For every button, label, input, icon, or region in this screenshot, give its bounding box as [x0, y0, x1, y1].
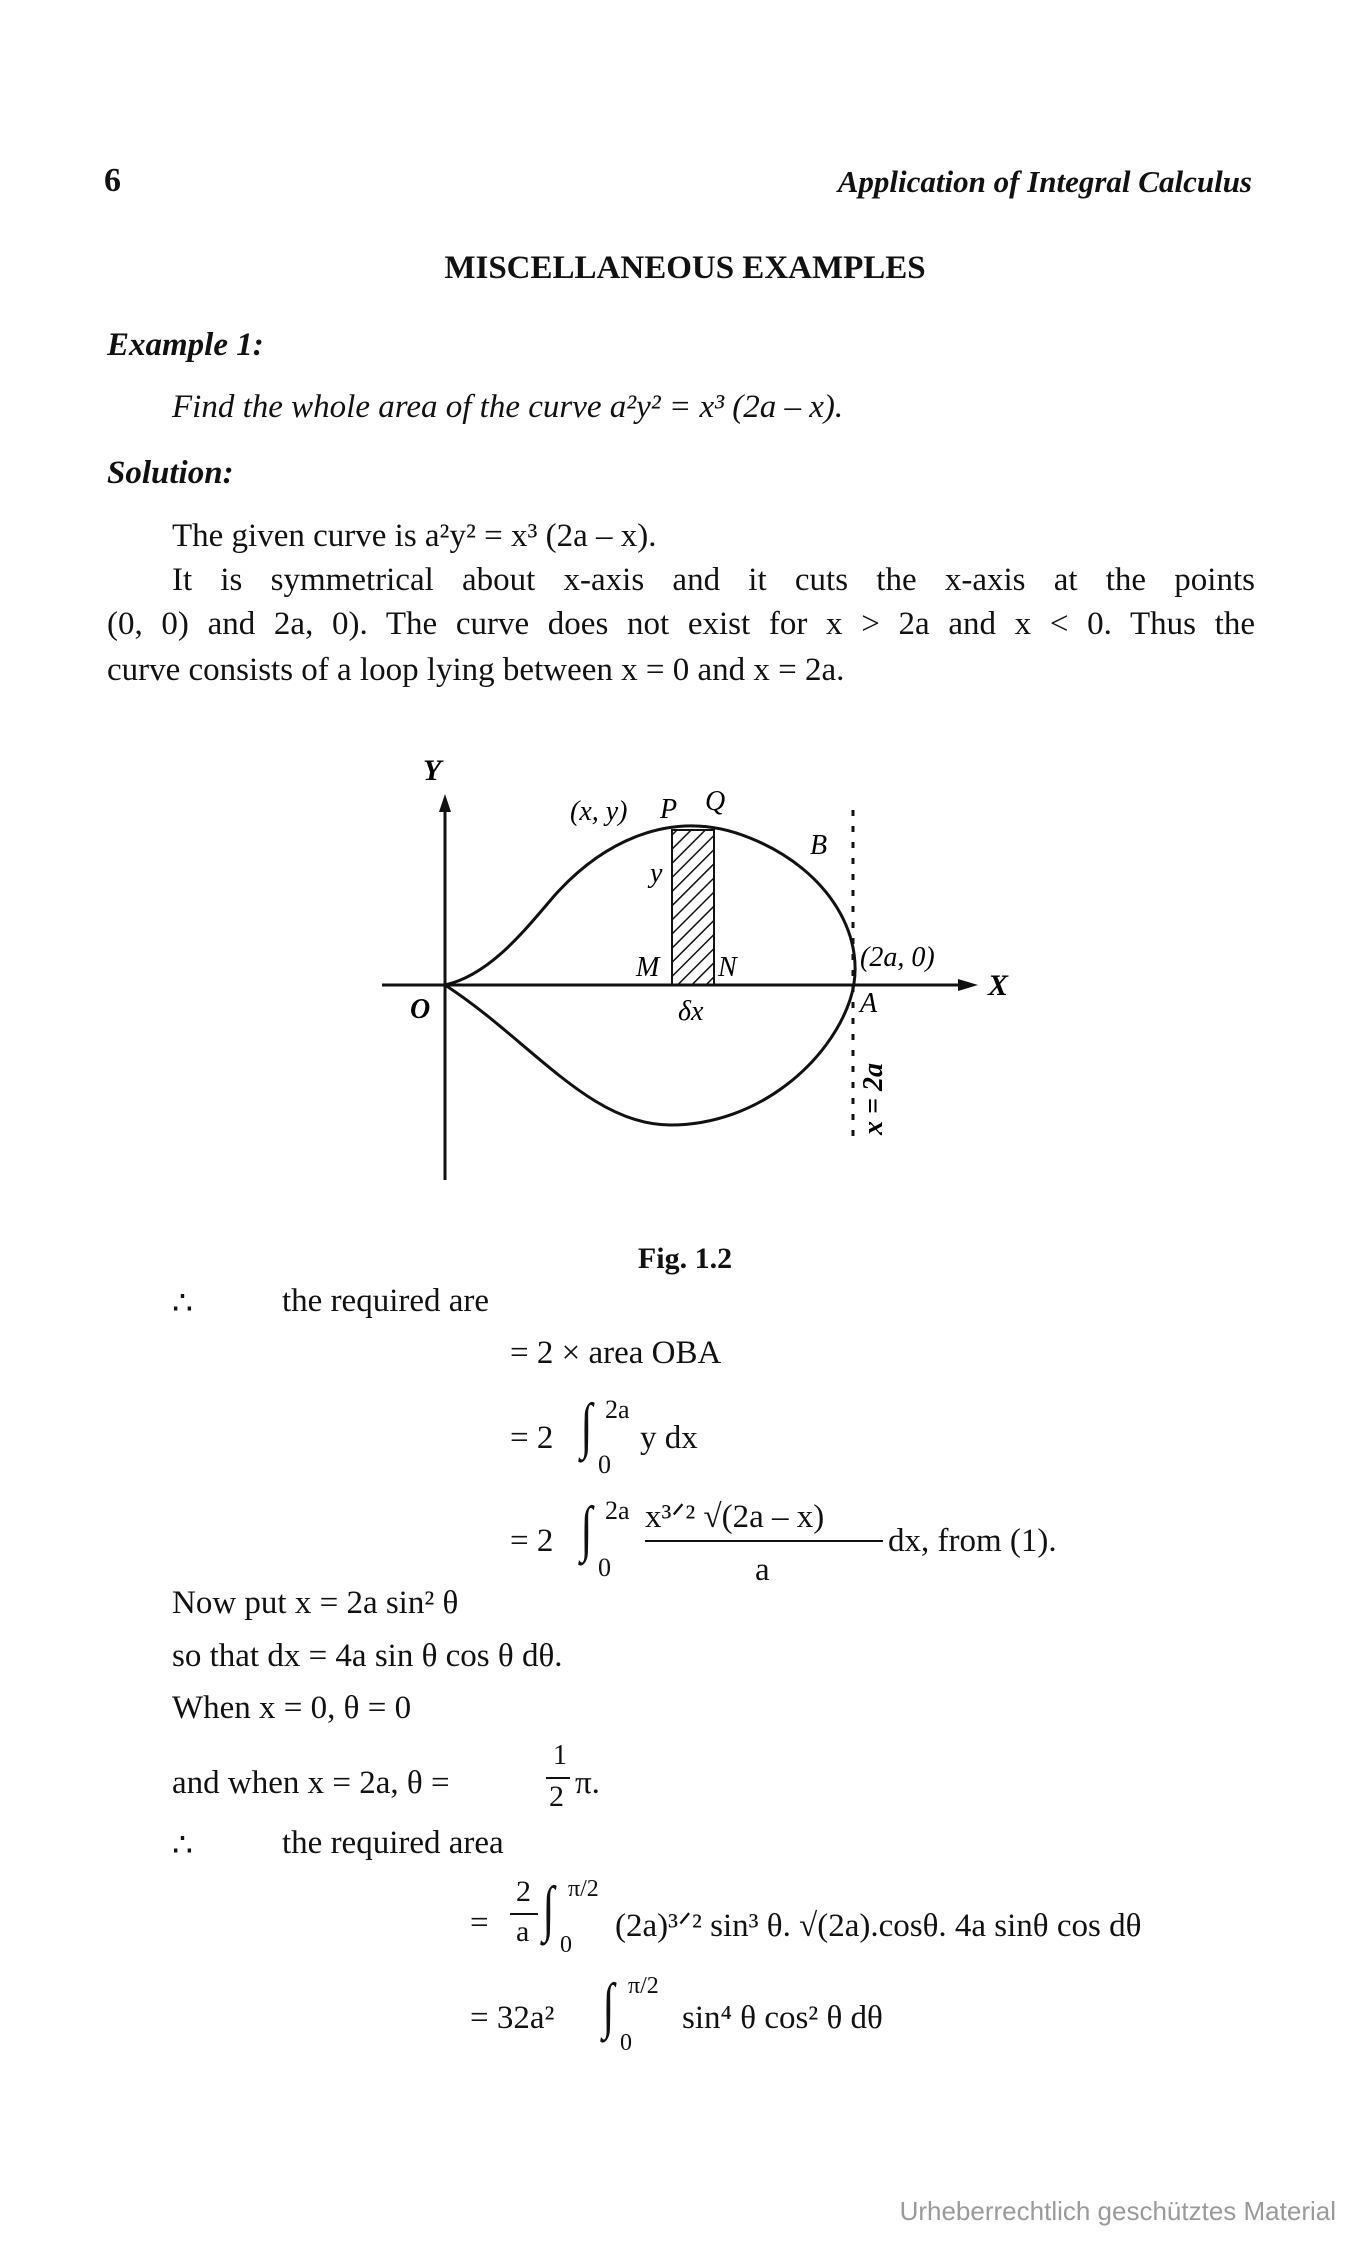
eq4-numerator: 2	[516, 1875, 531, 1908]
integral-sign-4: ∫	[542, 1875, 555, 1943]
eq2-integrand: y dx	[640, 1420, 698, 1456]
eq3-suffix: dx, from (1).	[888, 1523, 1057, 1559]
figure-caption: Fig. 1.2	[637, 1242, 733, 1275]
y-axis-arrow	[439, 794, 451, 812]
solution-para-line-1: It is symmetrical about x-axis and it cuts the x-axis at the points	[172, 562, 1255, 598]
hatched-strip	[672, 830, 714, 985]
label-y: y	[650, 858, 663, 889]
label-point-xy: (x, y)	[570, 796, 628, 827]
equation-3-prefix: = 2	[510, 1523, 554, 1559]
substitution-1: Now put x = 2a sin² θ	[172, 1585, 459, 1621]
eq5-prefix: = 32a²	[470, 2000, 555, 2036]
substitution-2: so that dx = 4a sin θ cos θ dθ.	[172, 1638, 563, 1674]
eq4-upper-limit: π/2	[568, 1876, 599, 1902]
eq4-lower-limit: 0	[560, 1932, 572, 1958]
label-N: N	[718, 952, 737, 983]
section-title: MISCELLANEOUS EXAMPLES	[444, 250, 926, 286]
label-M: M	[636, 952, 660, 983]
equation-2-prefix: = 2	[510, 1420, 554, 1456]
required-area-text: the required area	[282, 1825, 504, 1861]
label-origin: O	[410, 994, 431, 1025]
therefore-symbol: ∴	[172, 1286, 193, 1322]
eq5-lower-limit: 0	[620, 2030, 632, 2056]
substitution-3: When x = 0, θ = 0	[172, 1690, 412, 1726]
integral-sign-2: ∫	[580, 1392, 593, 1460]
example-problem: Find the whole area of the curve a²y² = x³ (2a – x).	[172, 389, 844, 425]
equation-1: = 2 × area OBA	[510, 1335, 722, 1371]
page-number: 6	[104, 162, 121, 199]
copyright-watermark: Urheberrechtlich geschütztes Material	[899, 2196, 1336, 2226]
eq3-lower-limit: 0	[598, 1553, 611, 1582]
eq3-denominator: a	[755, 1552, 770, 1588]
figure-1-2	[360, 750, 1060, 1190]
eq4-denominator: a	[516, 1915, 530, 1948]
running-title: Application of Integral Calculus	[837, 164, 1252, 199]
solution-line-1: The given curve is a²y² = x³ (2a – x).	[172, 518, 657, 554]
label-B: B	[810, 830, 828, 861]
solution-para-line-2: (0, 0) and 2a, 0). The curve does not exist for x > 2a and x < 0. Thus the	[107, 606, 1255, 642]
eq3-upper-limit: 2a	[605, 1496, 630, 1525]
eq4-equals: =	[470, 1905, 489, 1941]
substitution-4-prefix: and when x = 2a, θ =	[172, 1765, 450, 1801]
label-x-axis: X	[988, 969, 1009, 1002]
eq3-numerator: x³ᐟ² √(2a – x)	[645, 1499, 825, 1535]
label-Q: Q	[705, 786, 726, 817]
integral-sign-3: ∫	[580, 1495, 593, 1563]
sub4-numerator: 1	[553, 1740, 567, 1771]
eq2-upper-limit: 2a	[605, 1395, 630, 1424]
label-P: P	[660, 794, 678, 825]
therefore-symbol-2: ∴	[172, 1828, 193, 1864]
label-point-2a0: (2a, 0)	[860, 942, 935, 973]
eq2-lower-limit: 0	[598, 1450, 611, 1479]
required-are-text: the required are	[282, 1283, 490, 1319]
solution-para-line-3: curve consists of a loop lying between x = 0 and x = 2a.	[107, 652, 845, 688]
eq5-upper-limit: π/2	[628, 1973, 659, 1999]
solution-label: Solution:	[107, 455, 234, 491]
x-axis-arrow	[958, 979, 978, 991]
sub4-denominator: 2	[549, 1780, 564, 1813]
eq4-body: (2a)³ᐟ² sin³ θ. √(2a).cosθ. 4a sinθ cos dθ	[615, 1908, 1142, 1944]
label-A: A	[860, 988, 878, 1019]
label-y-axis: Y	[423, 754, 442, 787]
integral-sign-5: ∫	[602, 1972, 615, 2040]
eq5-body: sin⁴ θ cos² θ dθ	[682, 2000, 883, 2036]
label-line-x-2a: x = 2a	[858, 1063, 889, 1135]
eq3-fraction-bar	[645, 1540, 883, 1542]
label-dx: δx	[678, 996, 704, 1027]
substitution-4-suffix: π.	[575, 1765, 600, 1801]
example-label: Example 1:	[107, 327, 264, 363]
sub4-fraction-bar	[546, 1777, 570, 1779]
